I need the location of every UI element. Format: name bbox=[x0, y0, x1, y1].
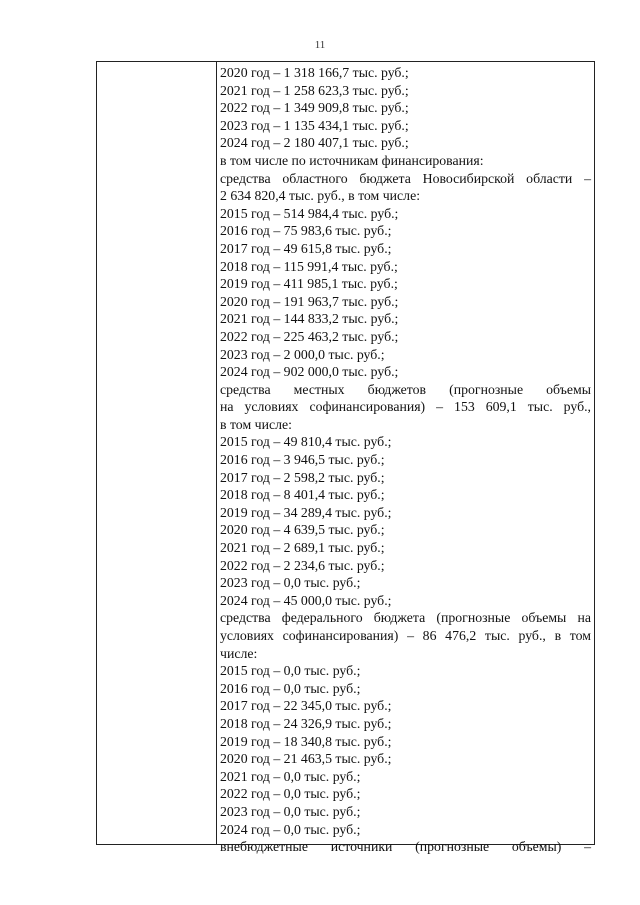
text-line: 2016 год – 0,0 тыс. руб.; bbox=[220, 680, 361, 696]
text-line: 2018 год – 8 401,4 тыс. руб.; bbox=[220, 487, 385, 503]
text-line: 2021 год – 1 258 623,3 тыс. руб.; bbox=[220, 82, 409, 98]
text-line: 2017 год – 2 598,2 тыс. руб.; bbox=[220, 469, 385, 485]
text-line: 2023 год – 2 000,0 тыс. руб.; bbox=[220, 346, 385, 362]
text-line: на условиях софинансирования) – 153 609,1 тыс. руб., bbox=[220, 399, 591, 415]
text-line: 2021 год – 0,0 тыс. руб.; bbox=[220, 768, 361, 784]
funding-table bbox=[96, 61, 595, 855]
text-line: 2020 год – 21 463,5 тыс. руб.; bbox=[220, 751, 392, 767]
text-line: 2015 год – 514 984,4 тыс. руб.; bbox=[220, 205, 399, 221]
table-value-column bbox=[217, 62, 594, 855]
text-line: числе: bbox=[220, 645, 258, 661]
text-line: 2020 год – 191 963,7 тыс. руб.; bbox=[220, 293, 399, 309]
text-line: 2022 год – 0,0 тыс. руб.; bbox=[220, 786, 361, 802]
text-line: 2019 год – 18 340,8 тыс. руб.; bbox=[220, 733, 392, 749]
text-line: 2022 год – 1 349 909,8 тыс. руб.; bbox=[220, 100, 409, 116]
text-line: 2017 год – 49 615,8 тыс. руб.; bbox=[220, 240, 392, 256]
text-line: средства федерального бюджета (прогнозные объемы на bbox=[220, 610, 591, 626]
text-line: 2018 год – 115 991,4 тыс. руб.; bbox=[220, 258, 398, 274]
text-line: 2023 год – 0,0 тыс. руб.; bbox=[220, 575, 361, 591]
text-line: 2018 год – 24 326,9 тыс. руб.; bbox=[220, 715, 392, 731]
text-line: 2016 год – 3 946,5 тыс. руб.; bbox=[220, 452, 385, 468]
text-line: 2024 год – 0,0 тыс. руб.; bbox=[220, 821, 361, 837]
text-line: 2 634 820,4 тыс. руб., в том числе: bbox=[220, 188, 421, 204]
text-line: 2017 год – 22 345,0 тыс. руб.; bbox=[220, 698, 392, 714]
text-line: в том числе: bbox=[220, 416, 292, 432]
text-line: в том числе по источникам финансирования: bbox=[220, 152, 484, 168]
text-line: 2019 год – 34 289,4 тыс. руб.; bbox=[220, 504, 392, 520]
text-line: 2020 год – 1 318 166,7 тыс. руб.; bbox=[220, 65, 409, 80]
text-line: 2016 год – 75 983,6 тыс. руб.; bbox=[220, 223, 392, 239]
text-line: средства местных бюджетов (прогнозные объемы bbox=[220, 381, 591, 397]
text-line: 2023 год – 1 135 434,1 тыс. руб.; bbox=[220, 117, 409, 133]
text-line: 2022 год – 225 463,2 тыс. руб.; bbox=[220, 328, 399, 344]
text-line: 2015 год – 49 810,4 тыс. руб.; bbox=[220, 434, 392, 450]
text-line: 2023 год – 0,0 тыс. руб.; bbox=[220, 803, 361, 819]
text-line: 2022 год – 2 234,6 тыс. руб.; bbox=[220, 557, 385, 573]
text-line: условиях софинансирования) – 86 476,2 тыс. руб., в том bbox=[220, 628, 591, 643]
text-line: 2024 год – 45 000,0 тыс. руб.; bbox=[220, 592, 392, 608]
text-line: 2024 год – 2 180 407,1 тыс. руб.; bbox=[220, 135, 409, 151]
text-line: 2021 год – 2 689,1 тыс. руб.; bbox=[220, 540, 385, 556]
text-line: средства областного бюджета Новосибирской области – bbox=[220, 170, 591, 186]
text-line: 2019 год – 411 985,1 тыс. руб.; bbox=[220, 276, 398, 292]
text-line: 2015 год – 0,0 тыс. руб.; bbox=[220, 663, 361, 679]
text-line: 2024 год – 902 000,0 тыс. руб.; bbox=[220, 364, 399, 380]
table-label-column bbox=[97, 62, 217, 844]
page-number: 11 bbox=[314, 39, 326, 51]
text-line: внебюджетные источники (прогнозные объемы) – bbox=[220, 839, 591, 855]
text-line: 2020 год – 4 639,5 тыс. руб.; bbox=[220, 522, 385, 538]
text-line: 2021 год – 144 833,2 тыс. руб.; bbox=[220, 311, 399, 327]
